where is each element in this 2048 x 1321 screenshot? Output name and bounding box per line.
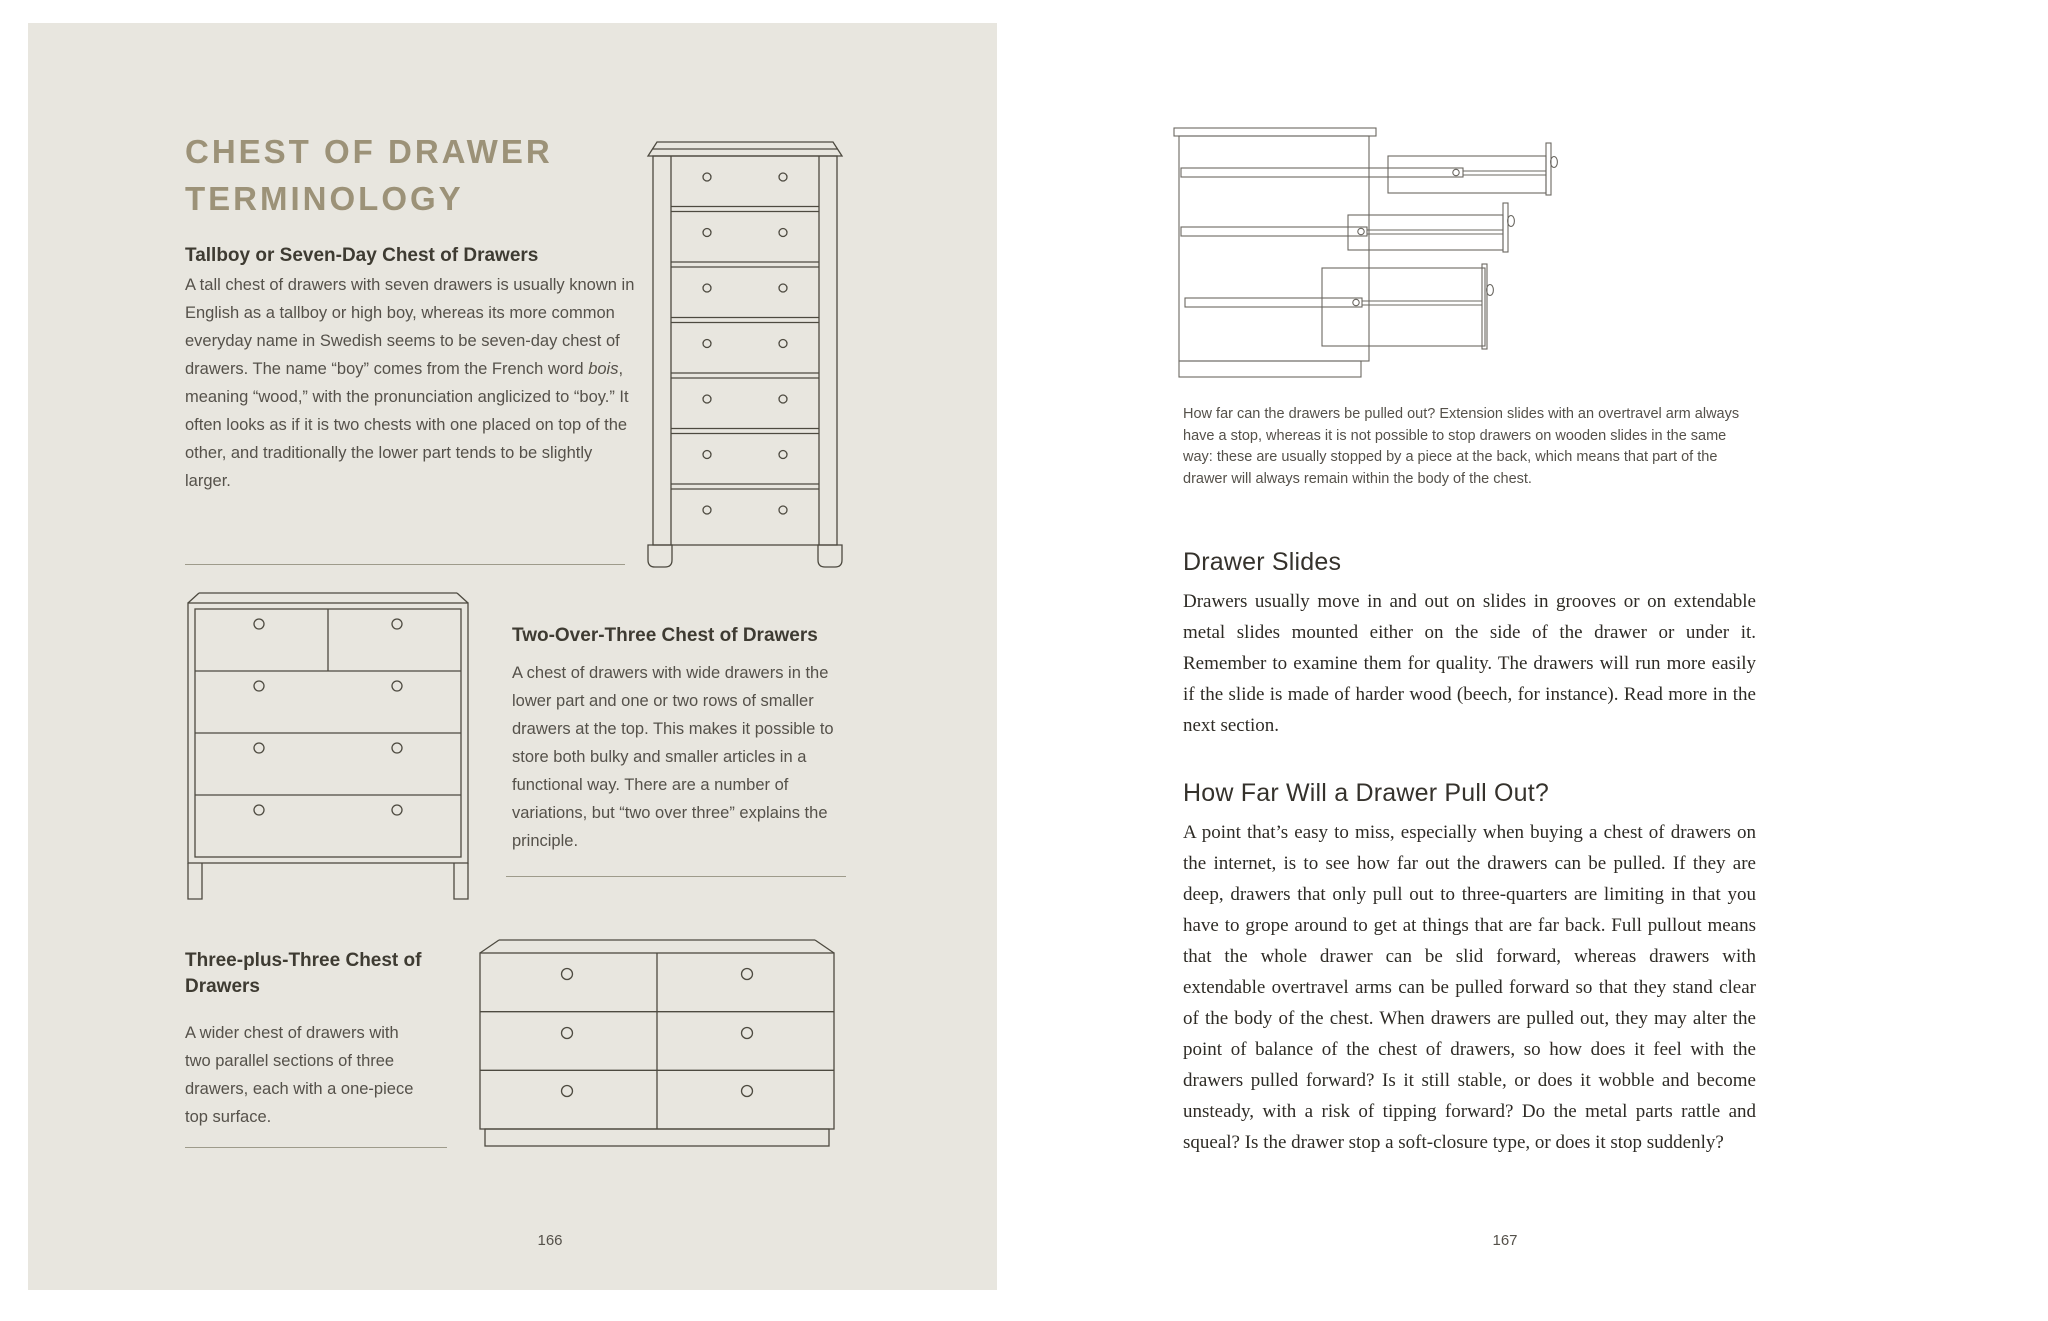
two-over-three-paragraph: A chest of drawers with wide drawers in the lower part and one or two rows of smaller drawers at the top. This makes it possible to store both bulky and smaller articles in a functional way. There are a number of variations, but “two over three” explains the principle. [512, 664, 834, 850]
pull-out-heading: How Far Will a Drawer Pull Out? [1183, 779, 1550, 807]
two-over-three-heading: Two-Over-Three Chest of Drawers [512, 625, 818, 646]
two-over-three-illustration [183, 590, 473, 902]
tallboy-text-italic: bois [588, 360, 619, 378]
divider-1 [185, 564, 625, 565]
three-plus-three-paragraph: A wider chest of drawers with two parallel sections of three drawers, each with a one-piece top surface. [185, 1024, 414, 1126]
drawer-slides-heading: Drawer Slides [1183, 548, 1342, 576]
tallboy-text-post: , meaning “wood,” with the pronunciation anglicized to “boy.” It often looks as if it is two chests with one placed on top of the other, and traditionally the lower part tends to be slightly larger. [185, 360, 629, 490]
tallboy-paragraph [185, 271, 640, 495]
drawer-slides-paragraph: Drawers usually move in and out on slides in grooves or on extendable metal slides mounted either on the side of the drawer or under it. Remember to examine them for quality. The drawers will run more easily if the slide is made of harder wood (beech, for instance). Read more in the next section. [1183, 591, 1756, 736]
tallboy-illustration [645, 140, 845, 570]
right-page-number: 167 [1492, 1232, 1518, 1249]
figure-caption: How far can the drawers be pulled out? Extension slides with an overtravel arm always have a stop, whereas it is not possible to stop drawers on wooden slides in the same way: these are usually stopped by a piece at the back, which means that part of the drawer will always remain within the body of the chest. [1183, 406, 1740, 487]
divider-2 [506, 876, 846, 877]
pull-out-paragraph: A point that’s easy to miss, especially when buying a chest of drawers on the internet, is to see how far out the drawers can be pulled. If they are deep, drawers that only pull out to three-quarters are limiting in that you have to grope around to get at things that are far back. Full pullout means that the whole drawer can be slid forward, whereas drawers with extendable overtravel arms can be pulled forward so that they stand clear of the body of the chest. When drawers are pulled out, they may alter the point of balance of the chest of drawers, so how does it feel with the drawers pulled forward? Is it still stable, or does it wobble and become unsteady, with a risk of tipping forward? Do the metal parts rattle and squeal? Is the drawer stop a soft-closure type, or does it stop suddenly? [1183, 822, 1756, 1153]
three-plus-three-heading: Three-plus-Three Chest of Drawers [185, 950, 422, 997]
left-page-number: 166 [537, 1232, 563, 1249]
tallboy-text-pre: A tall chest of drawers with seven drawers is usually known in English as a tallboy or high boy, whereas its more common everyday name in Swedish seems to be seven-day chest of drawers. The name “boy” comes from the French word [185, 276, 635, 378]
divider-3 [185, 1147, 447, 1148]
left-page [28, 23, 997, 1290]
three-plus-three-illustration [477, 937, 837, 1149]
page-title: CHEST OF DRAWER TERMINOLOGY [185, 133, 553, 218]
drawer-slides-diagram [1172, 126, 1564, 382]
tallboy-heading: Tallboy or Seven-Day Chest of Drawers [185, 245, 539, 266]
